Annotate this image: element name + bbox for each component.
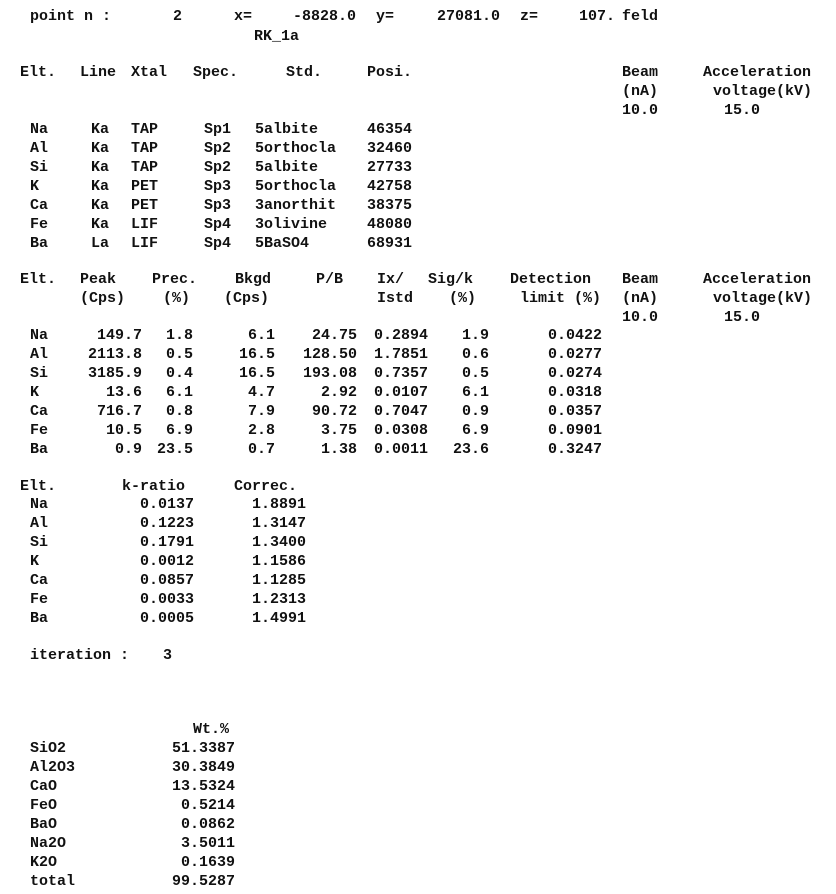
- setup-cell-elt: Na: [30, 121, 49, 138]
- oxide-wt: 13.5324: [171, 778, 235, 795]
- counts-header-sigk-unit: (%): [449, 290, 477, 307]
- counts-header-elt: Elt.: [20, 271, 57, 288]
- counts-cell-peak: 2113.8: [87, 346, 142, 363]
- counts-cell-peak: 13.6: [105, 384, 142, 401]
- kratio-cell-k: 0.0005: [139, 610, 194, 627]
- setup-header-std: Std.: [286, 64, 323, 81]
- counts-cell-ix: 1.7851: [373, 346, 428, 363]
- kratio-cell-elt: Ca: [30, 572, 49, 589]
- setup-header-beam: Beam: [622, 64, 659, 81]
- setup-cell-posi: 32460: [367, 140, 413, 157]
- setup-cell-xtal: TAP: [131, 121, 159, 138]
- setup-cell-spec: Sp1: [204, 121, 232, 138]
- counts-header-peak: Peak: [80, 271, 117, 288]
- setup-cell-elt: Ba: [30, 235, 49, 252]
- counts-header-beam: Beam: [622, 271, 659, 288]
- z-coordinate: 107.: [578, 8, 615, 25]
- counts-cell-peak: 10.5: [105, 422, 142, 439]
- sample-type: feld: [622, 8, 659, 25]
- counts-cell-ix: 0.0308: [373, 422, 428, 439]
- counts-header-limit: limit (%): [520, 290, 602, 307]
- counts-cell-elt: Ca: [30, 403, 49, 420]
- point-label: point n :: [30, 8, 112, 25]
- counts-cell-bkgd: 6.1: [247, 327, 275, 344]
- counts-cell-detection: 0.0274: [547, 365, 602, 382]
- iteration-label: iteration :: [30, 647, 130, 664]
- oxide-name: K2O: [30, 854, 58, 871]
- counts-cell-bkgd: 4.7: [247, 384, 275, 401]
- counts-cell-bkgd: 2.8: [247, 422, 275, 439]
- setup-cell-elt: Fe: [30, 216, 49, 233]
- counts-cell-prec: 6.9: [165, 422, 193, 439]
- counts-cell-pb: 24.75: [311, 327, 357, 344]
- setup-cell-xtal: TAP: [131, 140, 159, 157]
- setup-header-voltage: voltage(kV): [713, 83, 813, 100]
- counts-header-voltage: voltage(kV): [713, 290, 813, 307]
- sample-name: RK_1a: [254, 28, 300, 45]
- kratio-cell-k: 0.0033: [139, 591, 194, 608]
- setup-cell-spec: Sp2: [204, 140, 232, 157]
- counts-cell-prec: 0.4: [165, 365, 193, 382]
- counts-cell-prec: 1.8: [165, 327, 193, 344]
- setup-beam-value: 10.0: [622, 102, 659, 119]
- iteration-value: 3: [163, 647, 173, 664]
- setup-header-acceleration: Acceleration: [703, 64, 812, 81]
- counts-cell-elt: Fe: [30, 422, 49, 439]
- setup-header-xtal: Xtal: [131, 64, 168, 81]
- setup-header-line: Line: [80, 64, 117, 81]
- kratio-cell-elt: Al: [30, 515, 49, 532]
- counts-header-prec-unit: (%): [163, 290, 191, 307]
- setup-cell-std: 3olivine: [255, 216, 328, 233]
- counts-cell-peak: 0.9: [114, 441, 142, 458]
- oxide-wt: 0.5214: [180, 797, 235, 814]
- setup-cell-std: 3anorthit: [255, 197, 337, 214]
- counts-cell-sigk: 6.1: [461, 384, 489, 401]
- setup-cell-posi: 38375: [367, 197, 413, 214]
- setup-cell-spec: Sp3: [204, 178, 232, 195]
- setup-cell-spec: Sp4: [204, 235, 232, 252]
- setup-cell-xtal: TAP: [131, 159, 159, 176]
- setup-cell-std: 5orthocla: [255, 178, 337, 195]
- counts-cell-elt: Na: [30, 327, 49, 344]
- kratio-cell-correc: 1.1586: [251, 553, 306, 570]
- counts-cell-detection: 0.3247: [547, 441, 602, 458]
- counts-cell-elt: K: [30, 384, 40, 401]
- counts-cell-prec: 0.5: [165, 346, 193, 363]
- counts-cell-peak: 149.7: [96, 327, 142, 344]
- counts-cell-bkgd: 16.5: [238, 346, 275, 363]
- counts-cell-pb: 1.38: [320, 441, 357, 458]
- counts-header-acceleration: Acceleration: [703, 271, 812, 288]
- kratio-cell-k: 0.0137: [139, 496, 194, 513]
- counts-header-beam-unit: (nA): [622, 290, 659, 307]
- counts-cell-detection: 0.0277: [547, 346, 602, 363]
- kratio-cell-elt: K: [30, 553, 40, 570]
- counts-cell-sigk: 23.6: [452, 441, 489, 458]
- counts-cell-pb: 90.72: [311, 403, 357, 420]
- counts-cell-pb: 2.92: [320, 384, 357, 401]
- setup-cell-posi: 42758: [367, 178, 413, 195]
- kratio-cell-correc: 1.1285: [251, 572, 306, 589]
- counts-cell-peak: 3185.9: [87, 365, 142, 382]
- oxides-header-wt: Wt.%: [193, 721, 230, 738]
- oxide-wt: 0.0862: [180, 816, 235, 833]
- kratio-cell-correc: 1.8891: [251, 496, 306, 513]
- setup-cell-line: Ka: [91, 159, 110, 176]
- oxide-name: total: [30, 873, 76, 890]
- oxide-name: FeO: [30, 797, 58, 814]
- kratio-cell-k: 0.0857: [139, 572, 194, 589]
- kratio-cell-correc: 1.2313: [251, 591, 306, 608]
- counts-cell-ix: 0.2894: [373, 327, 428, 344]
- setup-cell-line: Ka: [91, 140, 110, 157]
- kratio-cell-elt: Si: [30, 534, 49, 551]
- x-label: x=: [234, 8, 253, 25]
- counts-cell-prec: 23.5: [156, 441, 193, 458]
- setup-cell-spec: Sp3: [204, 197, 232, 214]
- setup-voltage-value: 15.0: [724, 102, 761, 119]
- counts-cell-detection: 0.0357: [547, 403, 602, 420]
- counts-header-istd: Istd: [377, 290, 414, 307]
- setup-cell-elt: Al: [30, 140, 49, 157]
- setup-cell-line: Ka: [91, 197, 110, 214]
- setup-cell-line: Ka: [91, 216, 110, 233]
- y-coordinate: 27081.0: [436, 8, 500, 25]
- counts-cell-prec: 0.8: [165, 403, 193, 420]
- kratio-cell-correc: 1.3147: [251, 515, 306, 532]
- oxide-name: SiO2: [30, 740, 67, 757]
- kratio-cell-elt: Na: [30, 496, 49, 513]
- oxide-wt: 0.1639: [180, 854, 235, 871]
- oxide-wt: 51.3387: [171, 740, 235, 757]
- counts-cell-pb: 3.75: [320, 422, 357, 439]
- kratio-cell-k: 0.0012: [139, 553, 194, 570]
- kratio-header-elt: Elt.: [20, 478, 57, 495]
- counts-cell-sigk: 0.9: [461, 403, 489, 420]
- setup-cell-line: La: [91, 235, 110, 252]
- setup-cell-xtal: LIF: [131, 216, 159, 233]
- counts-cell-detection: 0.0901: [547, 422, 602, 439]
- setup-cell-line: Ka: [91, 178, 110, 195]
- oxide-name: Al2O3: [30, 759, 76, 776]
- counts-cell-sigk: 0.5: [461, 365, 489, 382]
- counts-cell-sigk: 0.6: [461, 346, 489, 363]
- counts-header-bkgd-unit: (Cps): [224, 290, 270, 307]
- setup-cell-spec: Sp2: [204, 159, 232, 176]
- counts-header-prec: Prec.: [152, 271, 198, 288]
- setup-cell-elt: Si: [30, 159, 49, 176]
- point-number: 2: [173, 8, 183, 25]
- oxide-name: Na2O: [30, 835, 67, 852]
- y-label: y=: [376, 8, 395, 25]
- counts-cell-sigk: 1.9: [461, 327, 489, 344]
- setup-cell-std: 5orthocla: [255, 140, 337, 157]
- setup-cell-std: 5albite: [255, 159, 319, 176]
- setup-cell-posi: 46354: [367, 121, 413, 138]
- counts-cell-pb: 128.50: [302, 346, 357, 363]
- counts-cell-ix: 0.7357: [373, 365, 428, 382]
- counts-cell-ix: 0.0107: [373, 384, 428, 401]
- setup-cell-xtal: PET: [131, 197, 159, 214]
- counts-cell-detection: 0.0422: [547, 327, 602, 344]
- setup-cell-spec: Sp4: [204, 216, 232, 233]
- setup-cell-std: 5albite: [255, 121, 319, 138]
- counts-cell-bkgd: 7.9: [247, 403, 275, 420]
- oxide-name: BaO: [30, 816, 58, 833]
- counts-header-bkgd: Bkgd: [235, 271, 272, 288]
- counts-cell-bkgd: 16.5: [238, 365, 275, 382]
- kratio-cell-k: 0.1791: [139, 534, 194, 551]
- oxide-name: CaO: [30, 778, 58, 795]
- counts-header-sigk: Sig/k: [428, 271, 474, 288]
- kratio-cell-correc: 1.3400: [251, 534, 306, 551]
- counts-cell-elt: Al: [30, 346, 49, 363]
- counts-cell-elt: Si: [30, 365, 49, 382]
- counts-cell-ix: 0.7047: [373, 403, 428, 420]
- counts-header-detection: Detection: [510, 271, 592, 288]
- counts-header-peak-unit: (Cps): [80, 290, 126, 307]
- counts-header-pb: P/B: [316, 271, 344, 288]
- oxide-wt: 99.5287: [171, 873, 235, 890]
- counts-cell-pb: 193.08: [302, 365, 357, 382]
- kratio-cell-correc: 1.4991: [251, 610, 306, 627]
- setup-cell-std: 5BaSO4: [255, 235, 310, 252]
- setup-header-posi: Posi.: [367, 64, 413, 81]
- kratio-cell-k: 0.1223: [139, 515, 194, 532]
- z-label: z=: [520, 8, 539, 25]
- oxide-wt: 3.5011: [180, 835, 235, 852]
- counts-cell-peak: 716.7: [96, 403, 142, 420]
- kratio-cell-elt: Fe: [30, 591, 49, 608]
- counts-voltage-value: 15.0: [724, 309, 761, 326]
- counts-cell-sigk: 6.9: [461, 422, 489, 439]
- counts-beam-value: 10.0: [622, 309, 659, 326]
- setup-cell-posi: 68931: [367, 235, 413, 252]
- setup-header-beam-unit: (nA): [622, 83, 659, 100]
- setup-cell-xtal: LIF: [131, 235, 159, 252]
- oxide-wt: 30.3849: [171, 759, 235, 776]
- counts-cell-bkgd: 0.7: [247, 441, 275, 458]
- kratio-header-k: k-ratio: [122, 478, 186, 495]
- counts-cell-detection: 0.0318: [547, 384, 602, 401]
- setup-cell-line: Ka: [91, 121, 110, 138]
- counts-cell-ix: 0.0011: [373, 441, 428, 458]
- setup-cell-elt: K: [30, 178, 40, 195]
- counts-cell-elt: Ba: [30, 441, 49, 458]
- setup-cell-posi: 27733: [367, 159, 413, 176]
- kratio-cell-elt: Ba: [30, 610, 49, 627]
- setup-cell-elt: Ca: [30, 197, 49, 214]
- x-coordinate: -8828.0: [292, 8, 356, 25]
- setup-cell-xtal: PET: [131, 178, 159, 195]
- kratio-header-correc: Correc.: [234, 478, 298, 495]
- setup-header-elt: Elt.: [20, 64, 57, 81]
- counts-cell-prec: 6.1: [165, 384, 193, 401]
- setup-header-spec: Spec.: [193, 64, 239, 81]
- counts-header-ix: Ix/: [377, 271, 405, 288]
- setup-cell-posi: 48080: [367, 216, 413, 233]
